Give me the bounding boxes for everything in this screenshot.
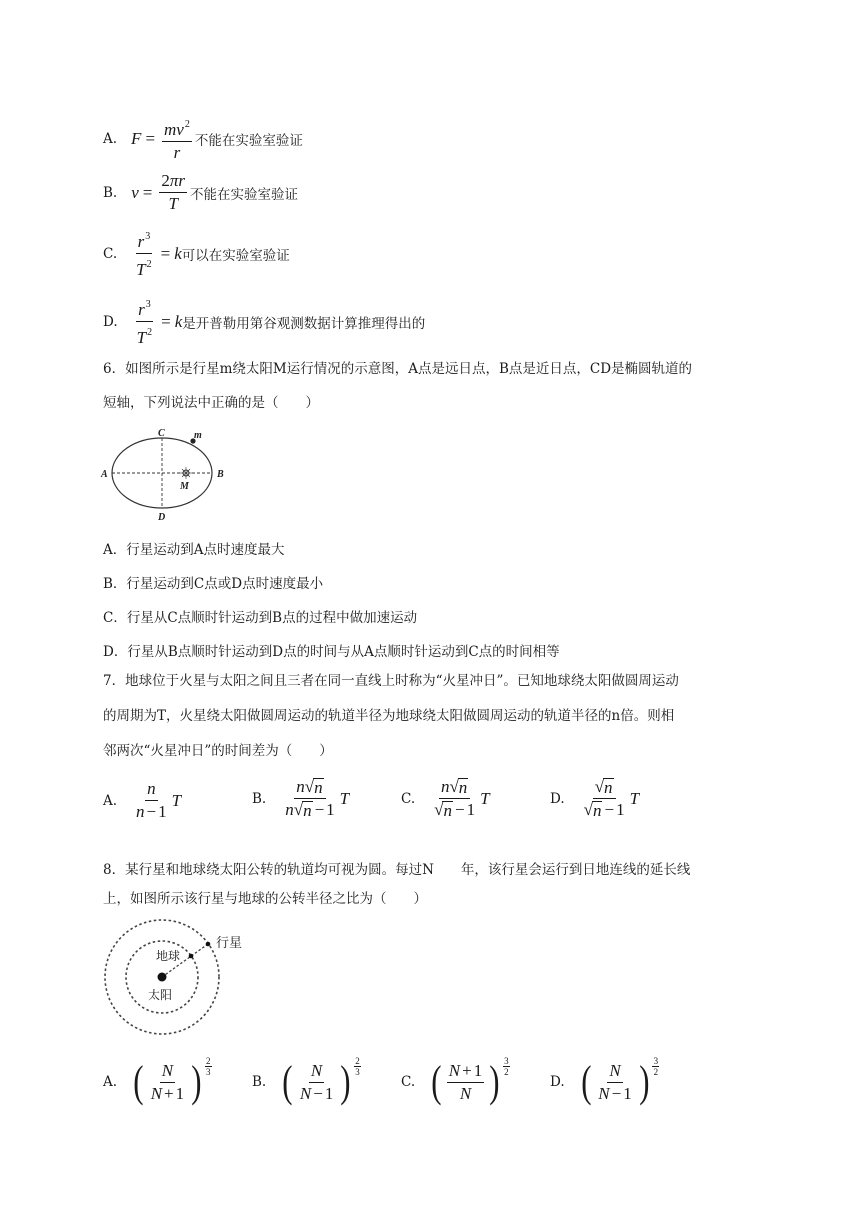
q7-stem-line-1: 7．地球位于火星与太阳之间且三者在同一直线上时称为“火星冲日”。已知地球绕太阳做圆周运动 [103, 673, 679, 689]
q7-option-a [103, 780, 181, 821]
q7-option-c [401, 778, 490, 819]
option-label: A. [103, 131, 118, 147]
formula-q8-a: ( $\frac{N}{N + 1}$ ) 2 3 [133, 1056, 211, 1106]
q8-stem-line-1: 8．某行星和地球绕太阳公转的轨道均可视为圆。每过N 年，该行星会运行到日地连线的延长线 [103, 862, 691, 878]
q6-option-c: C．行星从C点顺时针运动到B点的过程中做加速运动 [103, 610, 418, 626]
formula-q7-b: n √ n n √ n − 1 T [285, 777, 350, 820]
label-earth: 地球 [156, 949, 181, 963]
q8-orbit-diagram [98, 918, 268, 1044]
q7-option-b [252, 778, 349, 819]
q6-stem-line-1: 6．如图所示是行星m绕太阳M运行情况的示意图，A点是远日点，B点是近日点，CD是椭圆轨道的 [103, 361, 693, 377]
label-c: C [158, 428, 165, 439]
label-sun: 太阳 [148, 988, 173, 1002]
label-a: A [101, 469, 108, 480]
option-text: 可以在实验室验证 [181, 247, 290, 264]
q6-option-b: B．行星运动到C点或D点时速度最小 [103, 576, 324, 592]
option-label: C. [401, 1074, 416, 1090]
option-label: C. [401, 790, 416, 807]
q5-option-a [103, 116, 303, 162]
q7-option-d [550, 778, 639, 819]
option-text: 不能在实验室验证 [194, 133, 303, 149]
option-text: 不能在实验室验证 [190, 186, 298, 203]
label-d: D [158, 512, 166, 522]
q6-stem-line-2: 短轴，下列说法中正确的是（ ） [103, 395, 319, 411]
q8-option-a [103, 1056, 212, 1106]
formula-q8-c: ( $\frac{N + 1}{N}$ ) 3 2 [431, 1056, 509, 1106]
formula-linear-velocity: v = $\frac{2\pi r}{T}$ [131, 171, 185, 213]
q8-stem-line-2: 上，如图所示该行星与地球的公转半径之比为（ ） [103, 891, 427, 907]
label-b: B [217, 469, 224, 480]
label-planet: 行星 [216, 936, 243, 951]
planet-dot [206, 942, 211, 947]
option-label: B. [252, 790, 267, 807]
sun-dot [158, 973, 167, 982]
formula-q8-b: ( $\frac{N}{N - 1}$ ) 2 3 [282, 1056, 360, 1106]
label-m-small: m [194, 430, 202, 441]
q7-stem-line-2: 的周期为T，火星绕太阳做圆周运动的轨道半径为地球绕太阳做圆周运动的轨道半径的n倍。则相 [103, 708, 675, 724]
option-label: D. [550, 1074, 565, 1090]
q6-option-d: D．行星从B点顺时针运动到D点的时间与从A点顺时针运动到C点的时间相等 [103, 644, 560, 660]
q6-option-a: A．行星运动到A点时速度最大 [103, 542, 285, 558]
q6-orbit-diagram [100, 426, 240, 522]
q5-option-b [103, 172, 298, 213]
formula-kepler-third-law: $\frac{r^3}{T^2}$ = k [131, 228, 182, 279]
option-label: B. [103, 184, 118, 201]
q8-option-c [401, 1056, 510, 1106]
formula-q7-a: $\frac{n}{n - 1}$ T [136, 779, 182, 821]
q5-option-d [103, 296, 425, 347]
option-label: D. [103, 313, 118, 330]
formula-kepler-third-law: $\frac{r^3}{T^2}$ = k [132, 296, 183, 347]
q8-option-d [550, 1056, 659, 1106]
option-label: A. [103, 792, 118, 809]
option-text: 是开普勒用第谷观测数据计算推理得出的 [182, 315, 426, 332]
option-label: D. [550, 790, 565, 807]
formula-centripetal-force: F = $\frac{mv^2}{r}$ [131, 116, 195, 162]
q7-stem-line-3: 邻两次“火星冲日”的时间差为（ ） [103, 743, 333, 759]
label-m-big: M [180, 481, 189, 492]
formula-q7-d: √ n √ n − 1 T [583, 777, 640, 820]
earth-dot [189, 954, 194, 959]
q8-option-b [252, 1056, 361, 1106]
formula-q7-c: n √ n √ n − 1 T [434, 777, 490, 820]
q5-option-c [103, 228, 290, 279]
formula-q8-d: ( $\frac{N}{N - 1}$ ) 3 2 [580, 1056, 659, 1106]
sun-icon [180, 467, 192, 479]
option-label: A. [103, 1074, 118, 1090]
option-label: C. [103, 245, 118, 262]
option-label: B. [252, 1074, 267, 1090]
